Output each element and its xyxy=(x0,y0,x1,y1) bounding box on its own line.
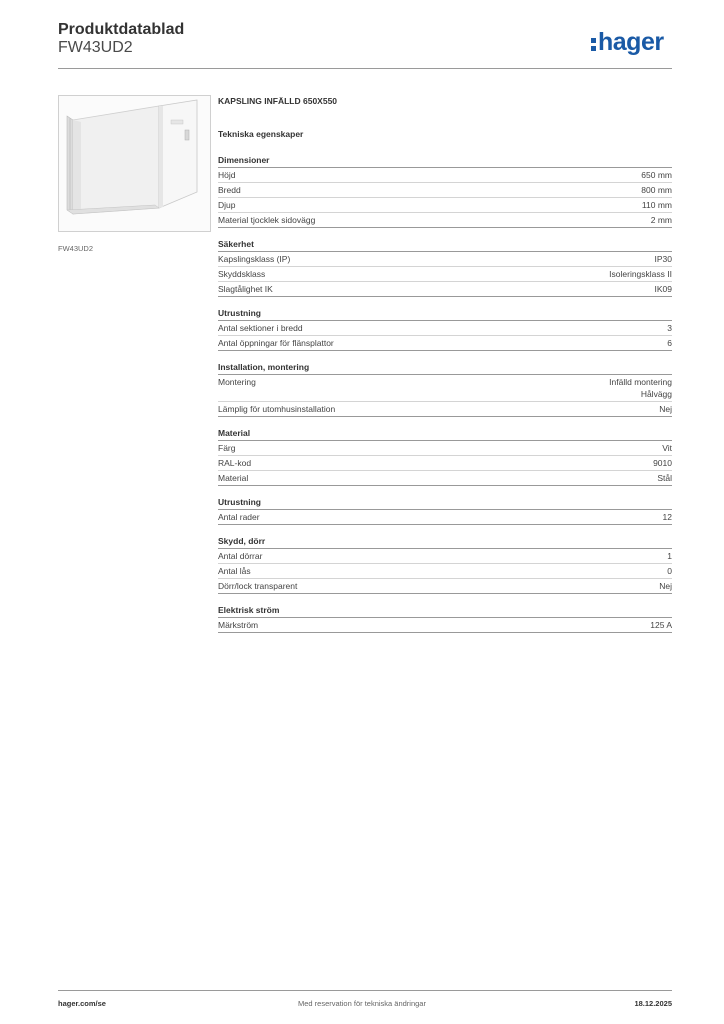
spec-label: Antal sektioner i bredd xyxy=(218,323,303,333)
spec-value-line: 1 xyxy=(667,551,672,561)
spec-group xyxy=(218,603,672,633)
spec-row xyxy=(218,267,672,282)
spec-row xyxy=(218,375,672,402)
spec-value xyxy=(663,511,672,523)
spec-value xyxy=(609,268,672,280)
spec-value-line: 9010 xyxy=(653,458,672,468)
section-heading: Tekniska egenskaper xyxy=(218,129,304,139)
spec-label: RAL-kod xyxy=(218,458,252,468)
spec-value-line: Nej xyxy=(659,404,672,414)
spec-label: Material xyxy=(218,473,249,483)
spec-value-line: 12 xyxy=(662,512,672,522)
spec-value-line: 3 xyxy=(667,323,672,333)
footer-disclaimer: Med reservation för tekniska ändringar xyxy=(298,999,426,1008)
spec-row xyxy=(218,402,672,417)
spec-value-line: 0 xyxy=(667,566,672,576)
spec-group-title: Installation, montering xyxy=(218,360,672,375)
spec-row xyxy=(218,252,672,267)
spec-label: Färg xyxy=(218,443,236,453)
spec-row xyxy=(218,336,672,351)
spec-value xyxy=(641,169,672,181)
spec-value-line: Hålvägg xyxy=(640,389,672,399)
spec-label: Djup xyxy=(218,200,236,210)
spec-content xyxy=(218,96,672,642)
spec-row xyxy=(218,183,672,198)
spec-label: Antal öppningar för flänsplattor xyxy=(218,338,334,348)
spec-label: Dörr/lock transparent xyxy=(218,581,298,591)
spec-value-line: Stål xyxy=(657,473,672,483)
spec-value-line: Isoleringsklass II xyxy=(609,269,672,279)
spec-value xyxy=(659,580,672,592)
spec-value xyxy=(667,337,672,349)
spec-row xyxy=(218,564,672,579)
spec-label: Skyddsklass xyxy=(218,269,266,279)
spec-label: Montering xyxy=(218,377,256,387)
footer-divider xyxy=(58,990,672,991)
spec-label: Höjd xyxy=(218,170,236,180)
spec-group xyxy=(218,360,672,417)
spec-row xyxy=(218,618,672,633)
spec-value-line: Infälld montering xyxy=(609,377,672,387)
spec-row xyxy=(218,213,672,228)
spec-group-title: Material xyxy=(218,426,672,441)
product-code: FW43UD2 xyxy=(58,39,133,56)
spec-group-title: Säkerhet xyxy=(218,237,672,252)
spec-row xyxy=(218,321,672,336)
spec-value xyxy=(659,403,672,415)
logo-dots-icon xyxy=(591,36,597,52)
spec-row xyxy=(218,471,672,486)
spec-value-line: 125 A xyxy=(650,620,672,630)
product-name: KAPSLING INFÄLLD 650X550 xyxy=(218,96,338,106)
footer-website-link[interactable]: hager.com/se xyxy=(58,999,106,1008)
spec-group-title: Elektrisk ström xyxy=(218,603,672,618)
spec-value xyxy=(651,214,672,226)
spec-value xyxy=(650,619,672,631)
product-image xyxy=(58,95,211,232)
spec-label: Kapslingsklass (IP) xyxy=(218,254,291,264)
spec-label: Antal rader xyxy=(218,512,260,522)
footer-date: 18.12.2025 xyxy=(634,999,672,1008)
spec-group xyxy=(218,237,672,297)
spec-value-line: Vit xyxy=(662,443,672,453)
spec-label: Bredd xyxy=(218,185,241,195)
image-caption: FW43UD2 xyxy=(58,244,94,253)
spec-group-title: Skydd, dörr xyxy=(218,534,672,549)
spec-row xyxy=(218,168,672,183)
spec-value xyxy=(667,550,672,562)
spec-group-title: Utrustning xyxy=(218,495,672,510)
spec-value xyxy=(657,472,672,484)
spec-value xyxy=(653,457,672,469)
spec-value xyxy=(609,376,672,400)
spec-value xyxy=(655,283,673,295)
logo-text: hager xyxy=(598,28,664,56)
spec-label: Antal dörrar xyxy=(218,551,263,561)
spec-value-line: IK09 xyxy=(654,284,672,294)
spec-value-line: 650 mm xyxy=(641,170,672,180)
spec-row xyxy=(218,282,672,297)
spec-label: Material tjocklek sidovägg xyxy=(218,215,316,225)
spec-value xyxy=(655,253,673,265)
spec-value-line: 800 mm xyxy=(641,185,672,195)
spec-value-line: 110 mm xyxy=(641,200,672,210)
hager-logo[interactable] xyxy=(591,28,664,56)
spec-value xyxy=(667,322,672,334)
header-divider xyxy=(58,68,672,69)
spec-group xyxy=(218,495,672,525)
enclosure-image-icon xyxy=(59,96,210,231)
spec-group-title: Dimensioner xyxy=(218,153,672,168)
spec-value xyxy=(667,565,672,577)
spec-group xyxy=(218,306,672,351)
spec-group xyxy=(218,153,672,228)
spec-label: Slagtålighet IK xyxy=(218,284,273,294)
spec-value-line: Nej xyxy=(659,581,672,591)
spec-row xyxy=(218,510,672,525)
spec-value xyxy=(641,184,672,196)
spec-row xyxy=(218,456,672,471)
spec-value-line: 2 mm xyxy=(650,215,672,225)
page-title: Produktdatablad xyxy=(58,21,185,38)
spec-value xyxy=(642,199,672,211)
spec-group xyxy=(218,534,672,594)
spec-row xyxy=(218,441,672,456)
spec-label: Märkström xyxy=(218,620,259,630)
spec-value xyxy=(662,442,672,454)
spec-row xyxy=(218,198,672,213)
spec-row xyxy=(218,549,672,564)
spec-group-title: Utrustning xyxy=(218,306,672,321)
spec-row xyxy=(218,579,672,594)
spec-group xyxy=(218,426,672,486)
spec-value-line: 6 xyxy=(667,338,672,348)
spec-groups xyxy=(218,153,672,633)
spec-value-line: IP30 xyxy=(654,254,672,264)
spec-label: Lämplig för utomhusinstallation xyxy=(218,404,336,414)
spec-label: Antal lås xyxy=(218,566,251,576)
